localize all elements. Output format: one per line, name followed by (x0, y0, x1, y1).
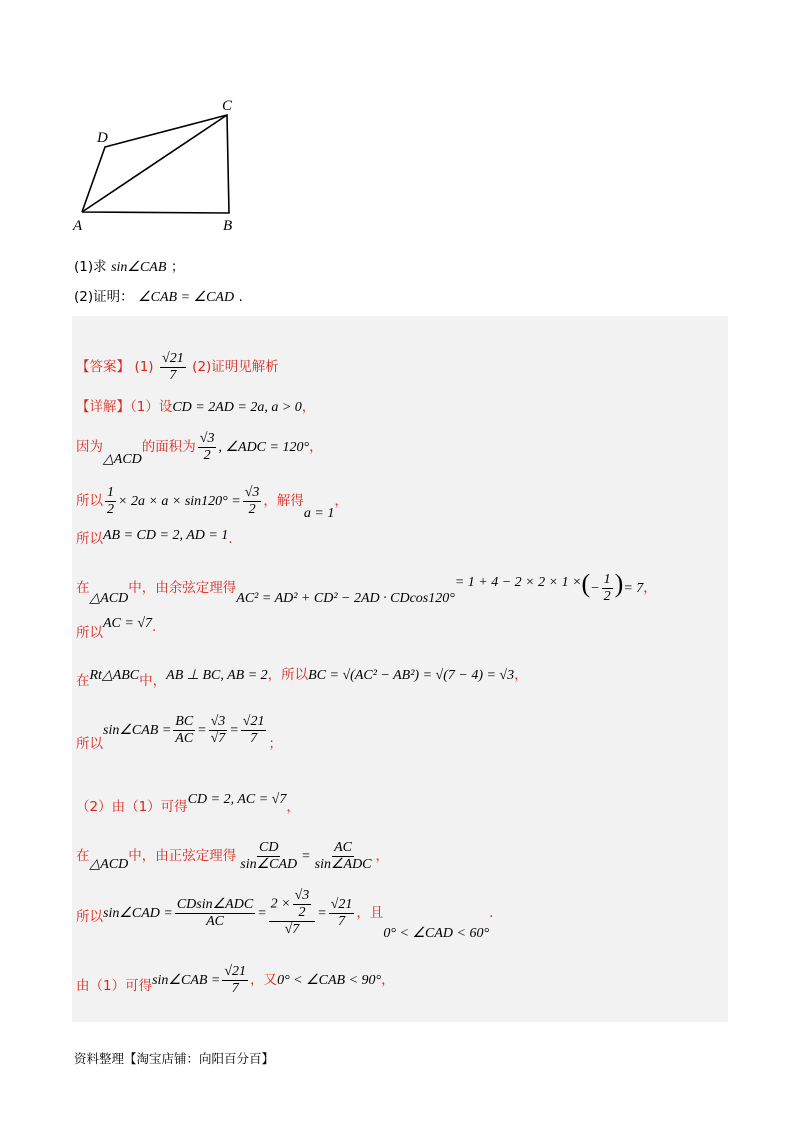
label-c: C (222, 98, 233, 114)
answer-tag: 【答案】 (76, 359, 130, 375)
detail-line-6: 所以AC = √7. (76, 616, 157, 641)
label-b: B (223, 218, 233, 234)
footer-text: 资料整理【淘宝店铺：向阳百分百】 (74, 1051, 275, 1066)
answer-part1-label: (1) (134, 359, 154, 375)
q1-prefix: (1)求 (74, 259, 107, 275)
q1-expr: sin∠CAB (111, 260, 167, 275)
detail-tag: 【详解】 (76, 399, 130, 415)
q2-prefix: (2)证明： (74, 289, 134, 305)
question-2 (74, 288, 243, 307)
detail-line-8: 所以sin∠CAB = $\frac{BC}{AC}$ = $\frac{√3}{√7}$ = $\frac{√21}{7}$ ； (76, 713, 282, 752)
question-1 (74, 258, 184, 277)
detail-line-3: 所以 $\frac{1}{2}$ × 2a × a × sin120° = $\frac{√3}{2}$ ，解得a = 1， (76, 484, 348, 521)
detail-line-2: 因为△ACD的面积为 $\frac{√3}{2}$ , ∠ADC = 120°， (76, 430, 323, 467)
quadrilateral-figure (70, 92, 250, 242)
q2-suffix: . (238, 289, 243, 305)
detail-line-11: 所以sin∠CAD = $\frac{\text{CDsin∠ADC}}{AC}$ = 2 × $\frac{√3}{2}$ √7 = $\frac{√21}{7}$ ，且0° < ∠CAD < 60°. (76, 888, 494, 941)
q2-expr: ∠CAB = ∠CAD (138, 290, 235, 305)
detail-line-7: 在Rt△ABC中，AB ⊥ BC, AB = 2，所以BC = √(AC² − AB²) = √(7 − 4) = √3， (76, 667, 528, 689)
answer-line (76, 350, 279, 384)
detail-line-4: 所以AB = CD = 2, AD = 1. (76, 528, 233, 547)
detail-line-1: 【详解】（1）设CD = 2AD = 2a, a > 0， (76, 399, 316, 415)
q1-suffix: ； (170, 259, 185, 275)
answer-part2: (2)证明见解析 (192, 359, 279, 375)
detail-line-12: 由（1）可得sin∠CAB = $\frac{√21}{7}$ ，又0° < ∠CAB < 90°， (76, 963, 395, 996)
answer-part1-fraction: $\frac{√21}{7}$ (162, 350, 184, 383)
label-a: A (73, 218, 83, 234)
detail-line-5: 在△ACD中，由余弦定理得AC² = AD² + CD² − 2AD · CDcos120°= 1 + 4 − 2 × 2 × 1 ×(− $\frac{1}{2}$ )= 7， (76, 569, 657, 606)
detail-line-10: 在△ACD中，由正弦定理得 $\frac{CD}{\text{sin∠CAD}}$ = $\frac{AC}{\text{sin∠ADC}}$ ， (76, 839, 390, 872)
label-d: D (97, 130, 108, 146)
detail-line-9: （2）由（1）可得CD = 2, AC = √7， (76, 792, 300, 815)
